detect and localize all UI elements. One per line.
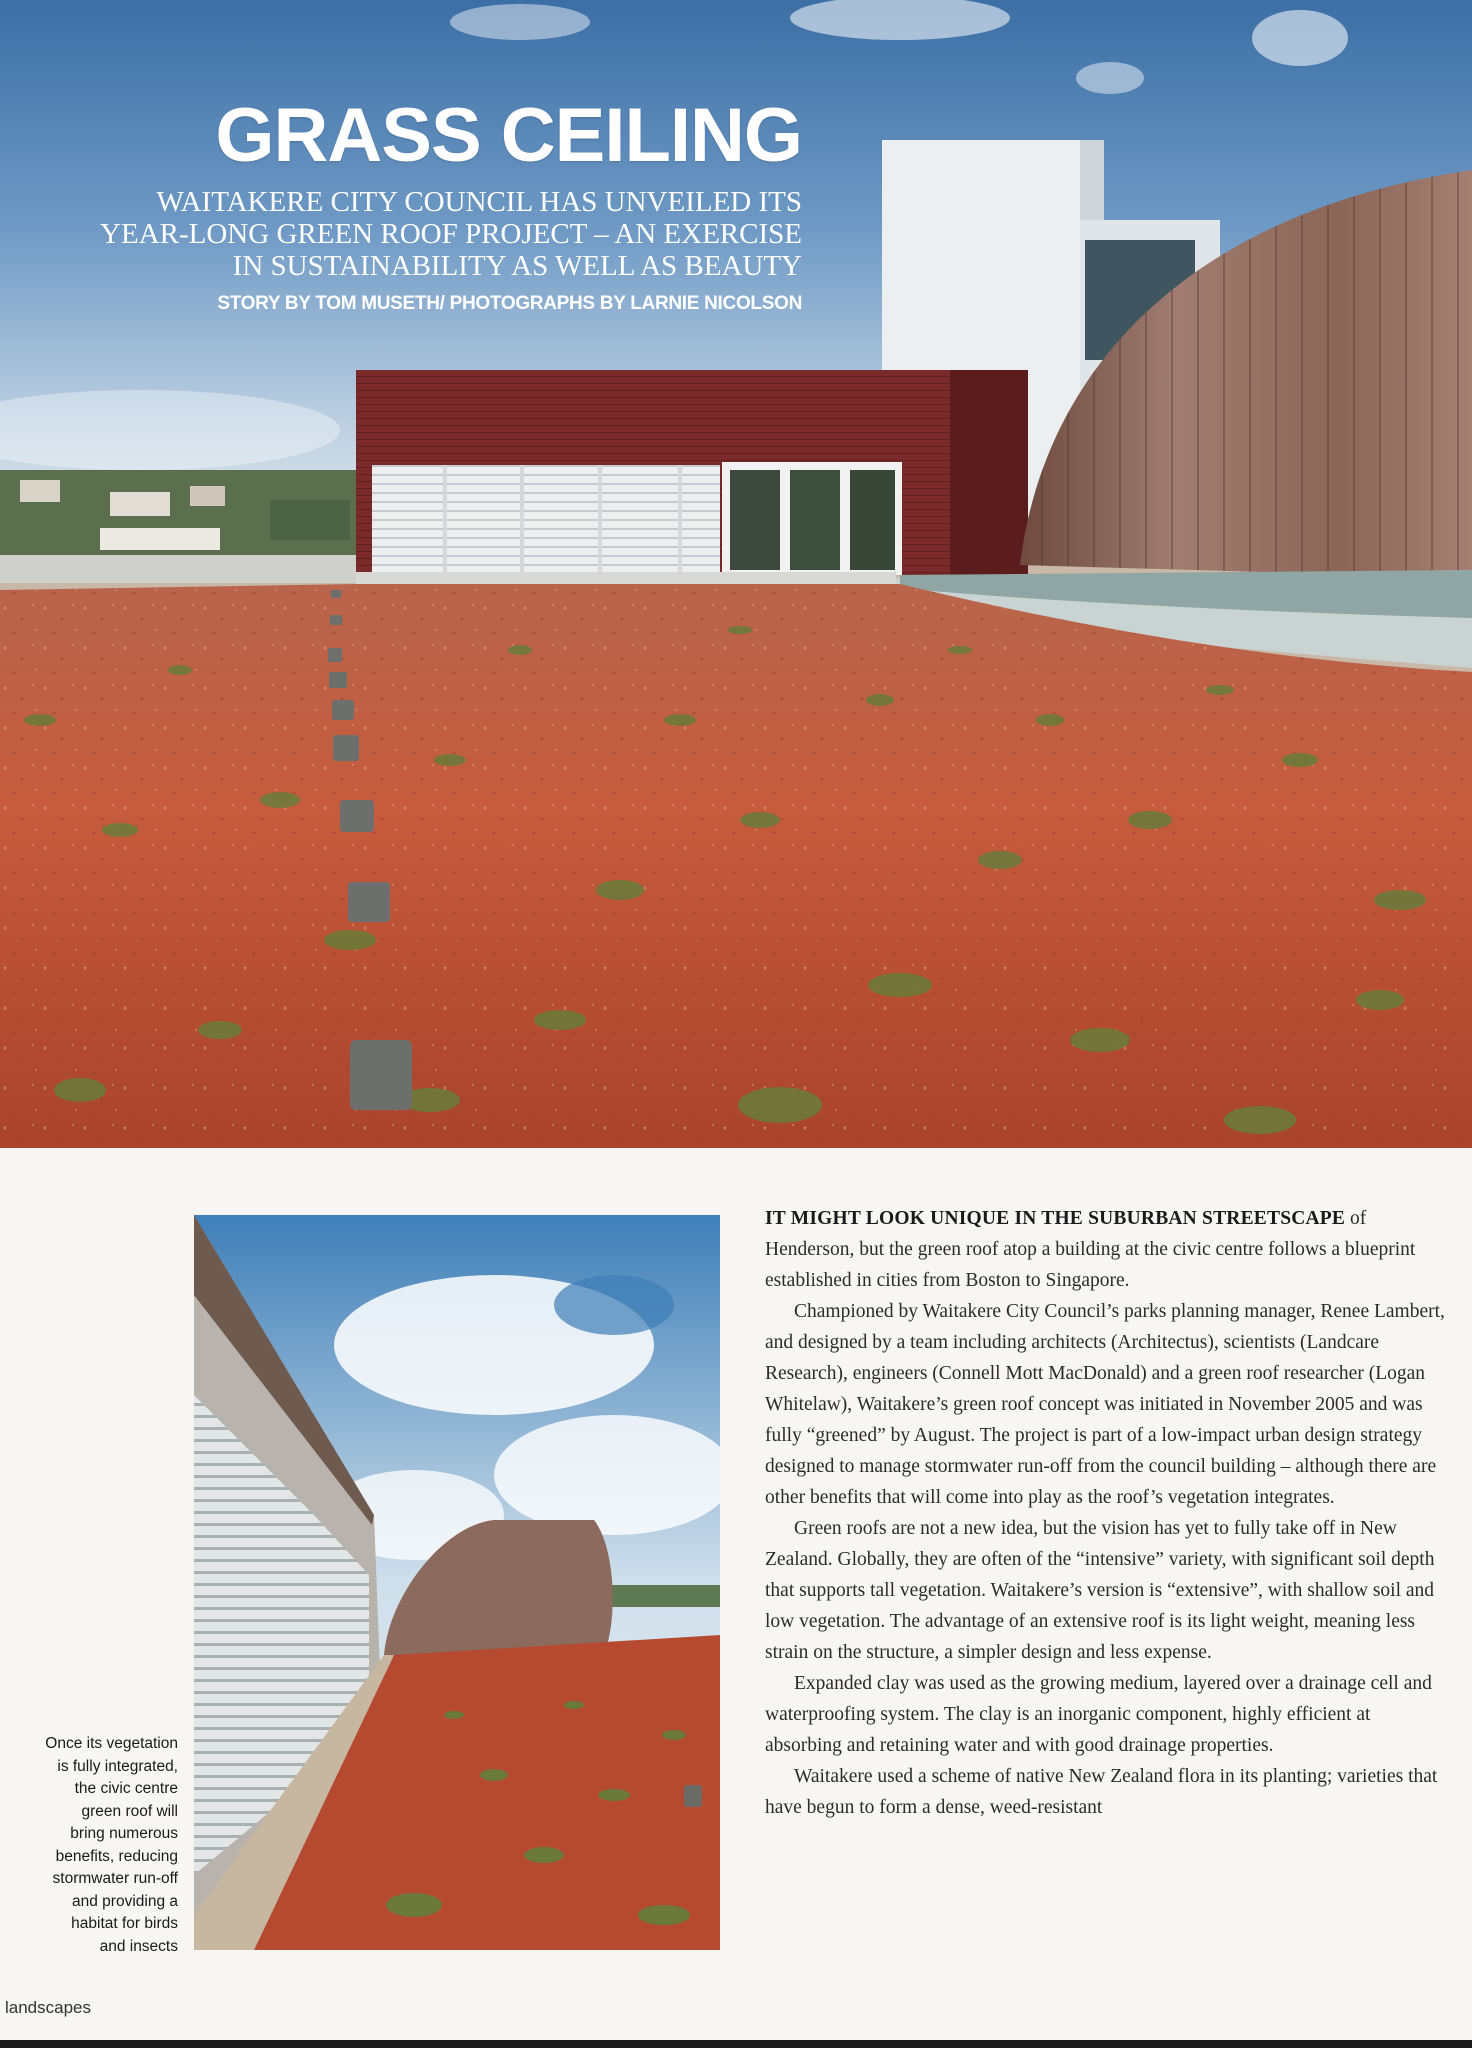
deck-line: WAITAKERE CITY COUNCIL HAS UNVEILED ITS [156,186,802,218]
inset-photo [194,1215,720,1950]
caption-line: stormwater run-off [52,1870,178,1887]
article-deck [0,186,802,282]
article-paragraph [765,1203,1445,1296]
caption-line: the civic centre [74,1780,178,1797]
paragraph-text: of Henderson, but the green roof atop a building at the civic centre follows a blueprint established in cities from Boston to Singapore. [765,1208,1416,1291]
section-footer: landscapes [5,1998,92,2017]
article-paragraph: Green roofs are not a new idea, but the vision has yet to fully take off in New Zealand. Globally, they are often of the “intensive” variety, with significant soil depth that supports tall vegetation. Waitakere’s version is “extensive”, with shallow soil and low vegetation. The advantage of an extensive roof is its light weight, meaning less strain on the structure, a simpler design and less expense. [765,1518,1435,1663]
deck-line: IN SUSTAINABILITY AS WELL AS BEAUTY [232,250,802,282]
lead-in: IT MIGHT LOOK UNIQUE IN THE SUBURBAN STREETSCAPE [765,1208,1346,1229]
byline: STORY BY TOM MUSETH/ PHOTOGRAPHS BY LARNIE NICOLSON [217,293,802,314]
caption-line: and providing a [72,1892,178,1910]
caption-line: green roof will [81,1802,178,1820]
article-paragraph: Championed by Waitakere City Council’s parks planning manager, Renee Lambert, and designed by a team including architects (Architectus), scientists (Landcare Research), engineers (Connell Mott MacDonald) and a green roof researcher (Logan Whitelaw), Waitakere’s green roof concept was initiated in November 2005 and was fully “greened” by August. The project is part of a low-impact urban design strategy designed to manage stormwater run-off from the council building – although there are other benefits that will come into play as the roof’s vegetation integrates. [765,1301,1445,1508]
page-bottom-edge [0,2040,1472,2048]
photo-caption [10,1733,178,1958]
article-paragraph: Waitakere used a scheme of native New Zealand flora in its planting; varieties that have begun to form a dense, weed-resistant [765,1766,1438,1818]
article-paragraph: Expanded clay was used as the growing medium, layered over a drainage cell and waterproofing system. The clay is an inorganic component, highly efficient at absorbing and retaining water and with good drainage properties. [765,1673,1432,1756]
article-body [765,1203,1445,1823]
caption-line: is fully integrated, [57,1757,178,1775]
caption-line: bring numerous [70,1825,178,1842]
deck-line: YEAR-LONG GREEN ROOF PROJECT – AN EXERCISE [100,218,802,250]
caption-line: Once its vegetation [45,1735,178,1752]
article-title: GRASS CEILING [215,93,802,178]
inset-roof-photo [194,1215,720,1950]
caption-line: and insects [99,1937,178,1955]
caption-line: habitat for birds [71,1915,178,1932]
caption-line: benefits, reducing [55,1847,178,1865]
